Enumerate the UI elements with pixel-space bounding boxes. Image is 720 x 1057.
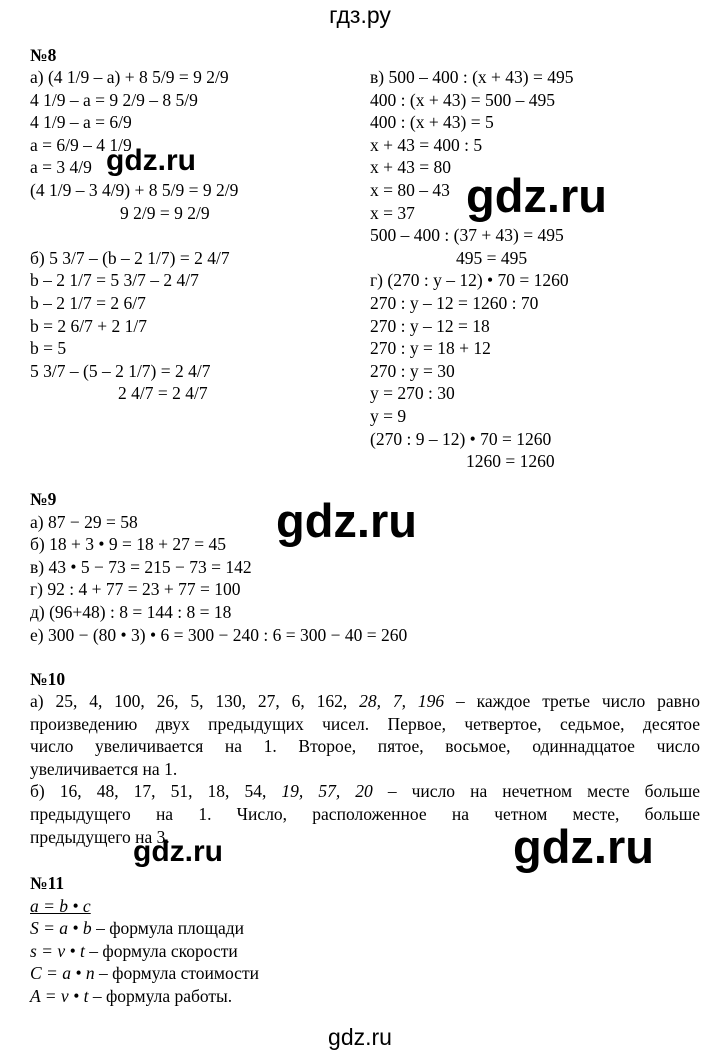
equation-line: 2 4/7 = 2 4/7: [118, 383, 208, 404]
equation-line: 4 1/9 – а = 6/9: [30, 112, 132, 133]
equation-line: b = 2 6/7 + 2 1/7: [30, 315, 147, 336]
equation-line: 270 : y = 18 + 12: [370, 338, 491, 359]
task11-heading: №11: [30, 873, 65, 893]
equation-line: 495 = 495: [456, 247, 528, 268]
paragraph-line: произведению двух предыдущих чисел. Первое, четвертое, седьмое, десятое: [30, 713, 700, 734]
site-footer: gdz.ru: [328, 1024, 392, 1050]
equation-line: а) (4 1/9 – а) + 8 5/9 = 9 2/9: [30, 67, 229, 87]
expression-line: б) 18 + 3 • 9 = 18 + 27 = 45: [30, 534, 226, 555]
equation-line: (4 1/9 – 3 4/9) + 8 5/9 = 9 2/9: [30, 179, 239, 200]
expression-line: д) (96+48) : 8 = 144 : 8 = 18: [30, 601, 232, 622]
paragraph-line: предыдущего на 3.: [30, 826, 170, 847]
task10-heading: №10: [30, 669, 66, 689]
equation-line: 9 2/9 = 9 2/9: [120, 202, 210, 223]
equation-line: 270 : y – 12 = 18: [370, 315, 490, 336]
equation-line: y = 270 : 30: [370, 383, 455, 404]
paragraph-line: б) 16, 48, 17, 51, 18, 54, 19, 57, 20 – число на нечетном месте больше: [30, 781, 701, 802]
equation-line: 5 3/7 – (5 – 2 1/7) = 2 4/7: [30, 360, 211, 381]
expression-line: а) 87 − 29 = 58: [30, 511, 138, 532]
paragraph-line: а) 25, 4, 100, 26, 5, 130, 27, 6, 162, 28, 7, 196 – каждое третье число равно: [30, 691, 701, 711]
watermark: gdz.ru: [513, 820, 654, 873]
equation-line: 270 : y – 12 = 1260 : 70: [370, 292, 539, 313]
equation-line: b = 5: [30, 338, 67, 359]
formula-line: S = a • b – формула площади: [30, 918, 245, 939]
watermark: gdz.ru: [276, 494, 417, 547]
equation-line: 400 : (x + 43) = 500 – 495: [370, 89, 556, 110]
equation-line: 500 – 400 : (37 + 43) = 495: [370, 225, 564, 246]
equation-line: x + 43 = 80: [370, 157, 451, 178]
sequence-continuation: 19, 57, 20: [281, 781, 373, 802]
equation-line: b – 2 1/7 = 5 3/7 – 2 4/7: [30, 270, 199, 291]
paragraph-line: число увеличивается на 1. Второе, пятое, восьмое, одиннадцатое число: [30, 736, 700, 757]
equation-line: а = 6/9 – 4 1/9: [30, 134, 132, 155]
equation-line: в) 500 – 400 : (x + 43) = 495: [370, 67, 574, 87]
equation-line: b – 2 1/7 = 2 6/7: [30, 292, 146, 313]
paragraph-line: увеличивается на 1.: [30, 758, 178, 779]
equation-line: x = 37: [370, 202, 415, 223]
task9-heading: №9: [30, 489, 57, 509]
expression-line: е) 300 − (80 • 3) • 6 = 300 − 240 : 6 = 300 − 40 = 260: [30, 624, 408, 645]
task8-right-column: [370, 66, 573, 473]
sequence-continuation: 28, 7, 196: [359, 691, 445, 711]
equation-line: б) 5 3/7 – (b – 2 1/7) = 2 4/7: [30, 247, 230, 268]
task11-block: [30, 872, 259, 1008]
formula-line: C = a • n – формула стоимости: [30, 963, 259, 984]
equation-line: y = 9: [370, 405, 407, 426]
task8-heading: №8: [30, 45, 57, 65]
formula-line: [30, 895, 259, 918]
equation-line: x + 43 = 400 : 5: [370, 134, 483, 155]
equation-line: 4 1/9 – а = 9 2/9 – 8 5/9: [30, 89, 198, 110]
equation-line: 270 : y = 30: [370, 360, 455, 381]
equation-line: 1260 = 1260: [466, 451, 555, 472]
expression-line: г) 92 : 4 + 77 = 23 + 77 = 100: [30, 579, 241, 600]
expression-line: в) 43 • 5 − 73 = 215 − 73 = 142: [30, 556, 252, 577]
formula-line: s = v • t – формула скорости: [30, 940, 238, 961]
formula-line: A = v • t – формула работы.: [30, 985, 233, 1006]
equation-line: 400 : (x + 43) = 5: [370, 112, 494, 133]
site-header: гдз.ру: [329, 2, 391, 28]
equation-line: x = 80 – 43: [370, 179, 450, 200]
equation-line: (270 : 9 – 12) • 70 = 1260: [370, 428, 552, 449]
paragraph-line: предыдущего на 1. Число, расположенное на четном месте, больше: [30, 803, 700, 824]
equation-line: а = 3 4/9: [30, 157, 92, 178]
equation-line: г) (270 : y – 12) • 70 = 1260: [370, 270, 569, 291]
watermark: gdz.ru: [466, 169, 607, 222]
task8-left-column: [30, 66, 238, 405]
base-formula: a = b • c: [30, 895, 91, 916]
watermark: gdz.ru: [133, 835, 223, 868]
watermark: gdz.ru: [106, 144, 196, 177]
blank-line: [30, 224, 238, 247]
